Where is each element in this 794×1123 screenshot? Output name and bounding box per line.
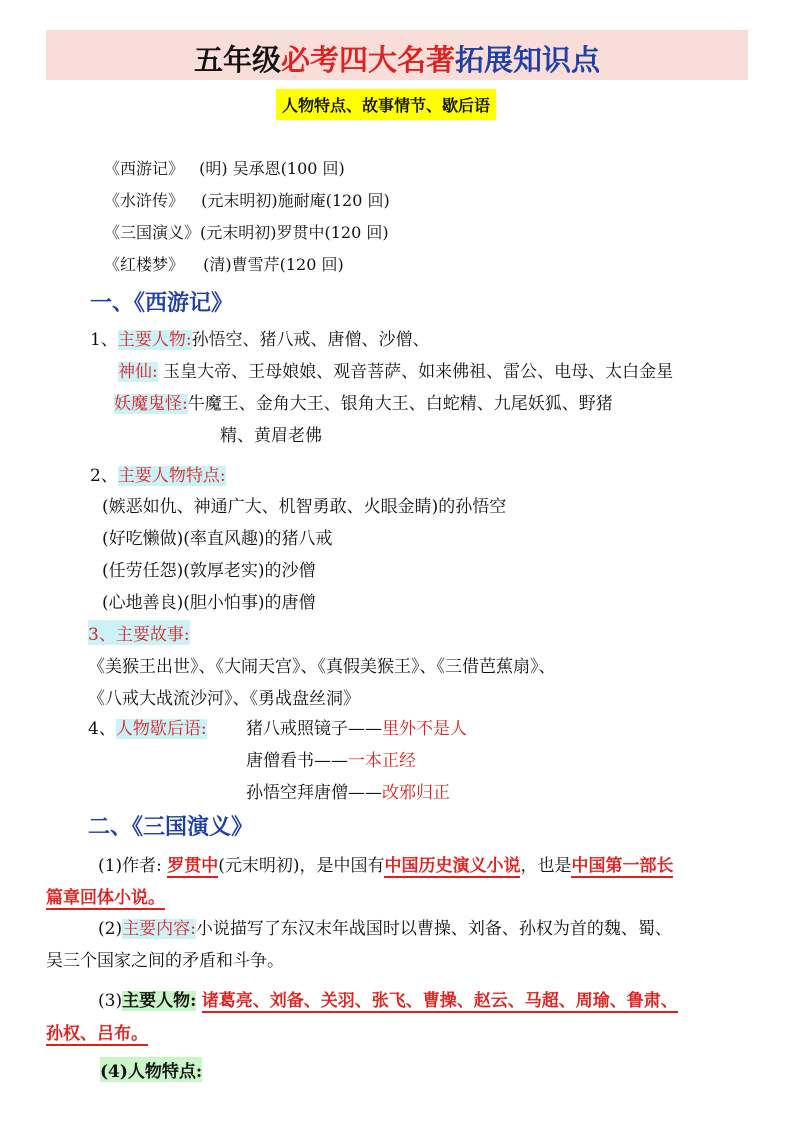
item-number: (3) xyxy=(98,991,123,1011)
book-name: 《三国演义》 xyxy=(104,223,201,242)
content-line xyxy=(98,914,672,939)
book-info: (元末明初)罗贯中(120 回) xyxy=(200,223,389,242)
content-line-cont: 吴三个国家之间的矛盾和斗争。 xyxy=(46,951,284,971)
content-text: 小说描写了东汉末年战国时以曹操、刘备、孙权为首的魏、蜀、 xyxy=(195,919,672,939)
author-highlight: 中国第一部长 xyxy=(571,856,674,876)
characters-line-cont xyxy=(46,1019,148,1044)
book-line xyxy=(104,188,390,211)
author-highlight: 中国历史演义小说 xyxy=(384,856,521,876)
subtitle: 人物特点、故事情节、歇后语 xyxy=(276,89,496,120)
item-number: 4、 xyxy=(88,719,116,739)
main-characters-text: 孙悟空、猪八戒、唐僧、沙僧、 xyxy=(191,330,430,350)
trait-line: (任劳任怨)(敦厚老实)的沙僧 xyxy=(102,561,316,581)
main-characters-label: 主要人物: xyxy=(117,330,192,350)
book-name: 《西游记》 xyxy=(104,159,185,178)
stories-line: 《美猴王出世》、《大闹天宫》、《真假美猴王》、《三借芭蕉扇》、 xyxy=(88,657,556,677)
saying-line xyxy=(246,714,467,739)
stories-label: 3、主要故事: xyxy=(88,620,190,645)
main-characters-line xyxy=(90,325,430,350)
stories-line: 《八戒大战流沙河》、《勇战盘丝洞》 xyxy=(88,689,360,709)
page-title xyxy=(0,38,794,79)
author-line xyxy=(98,851,673,876)
author-name: 罗贯中 xyxy=(167,856,219,876)
demons-text: 牛魔王、金角大王、银角大王、白蛇精、九尾妖狐、野猪 xyxy=(187,394,613,414)
item-number: 1、 xyxy=(90,330,118,350)
book-info: (清)曹雪芹(120 回) xyxy=(203,255,344,274)
saying-left: 唐僧看书—— xyxy=(246,751,348,771)
saying-line xyxy=(246,746,416,771)
demons-line-cont: 精、黄眉老佛 xyxy=(220,426,322,446)
characters-label: 主要人物: xyxy=(122,991,197,1011)
characters-text: 诸葛亮、刘备、关羽、张飞、曹操、赵云、马超、周瑜、鲁肃、 xyxy=(201,991,678,1011)
book-info: (元末明初)施耐庵(120 回) xyxy=(201,191,390,210)
traits-heading-2: (4)人物特点: xyxy=(100,1057,202,1082)
book-info: (明) 吴承恩(100 回) xyxy=(199,159,345,178)
section-heading-sanguo: 二、《三国演义》 xyxy=(88,814,254,840)
author-text: (元末明初)，是中国有 xyxy=(218,856,385,876)
saying-right: 一本正经 xyxy=(348,751,416,771)
characters-line xyxy=(98,986,678,1011)
gods-line xyxy=(118,357,673,382)
characters-text: 孙权、吕布。 xyxy=(46,1024,148,1044)
demons-line xyxy=(114,389,613,414)
traits-heading xyxy=(90,461,226,486)
gods-label: 神仙: xyxy=(118,362,158,382)
traits-label: 主要人物特点: xyxy=(117,466,226,486)
title-part-1: 五年级 xyxy=(193,43,281,77)
book-name: 《红楼梦》 xyxy=(104,255,185,274)
trait-line: (心地善良)(胆小怕事)的唐僧 xyxy=(102,593,316,613)
book-name: 《水浒传》 xyxy=(104,191,185,210)
trait-line: (嫉恶如仇、神通广大、机智勇敢、火眼金睛)的孙悟空 xyxy=(102,497,507,517)
author-text: ，也是 xyxy=(520,856,572,876)
author-prefix: (1)作者: xyxy=(98,856,168,876)
author-line-cont xyxy=(46,883,165,908)
demons-label: 妖魔鬼怪: xyxy=(114,394,188,414)
trait-line: (好吃懒做)(率直风趣)的猪八戒 xyxy=(102,529,333,549)
item-number: 2、 xyxy=(90,466,118,486)
saying-right: 里外不是人 xyxy=(382,719,467,739)
section-heading-xiyouji: 一、《西游记》 xyxy=(90,290,234,316)
book-line xyxy=(104,220,389,243)
sayings-label: 人物歇后语: xyxy=(115,719,207,739)
saying-left: 孙悟空拜唐僧—— xyxy=(246,783,382,803)
book-line xyxy=(104,252,344,275)
book-line xyxy=(104,156,345,179)
saying-left: 猪八戒照镜子—— xyxy=(246,719,382,739)
gods-text: 玉皇大帝、王母娘娘、观音菩萨、如来佛祖、雷公、电母、太白金星 xyxy=(163,362,674,382)
title-part-2: 必考四大名著 xyxy=(280,43,455,77)
saying-right: 改邪归正 xyxy=(382,783,450,803)
title-part-3: 拓展知识点 xyxy=(455,43,601,77)
item-number: (2) xyxy=(98,919,123,939)
sayings-heading xyxy=(88,714,207,739)
content-label: 主要内容: xyxy=(122,919,196,939)
saying-line xyxy=(246,778,450,803)
author-highlight: 篇章回体小说。 xyxy=(46,888,165,908)
